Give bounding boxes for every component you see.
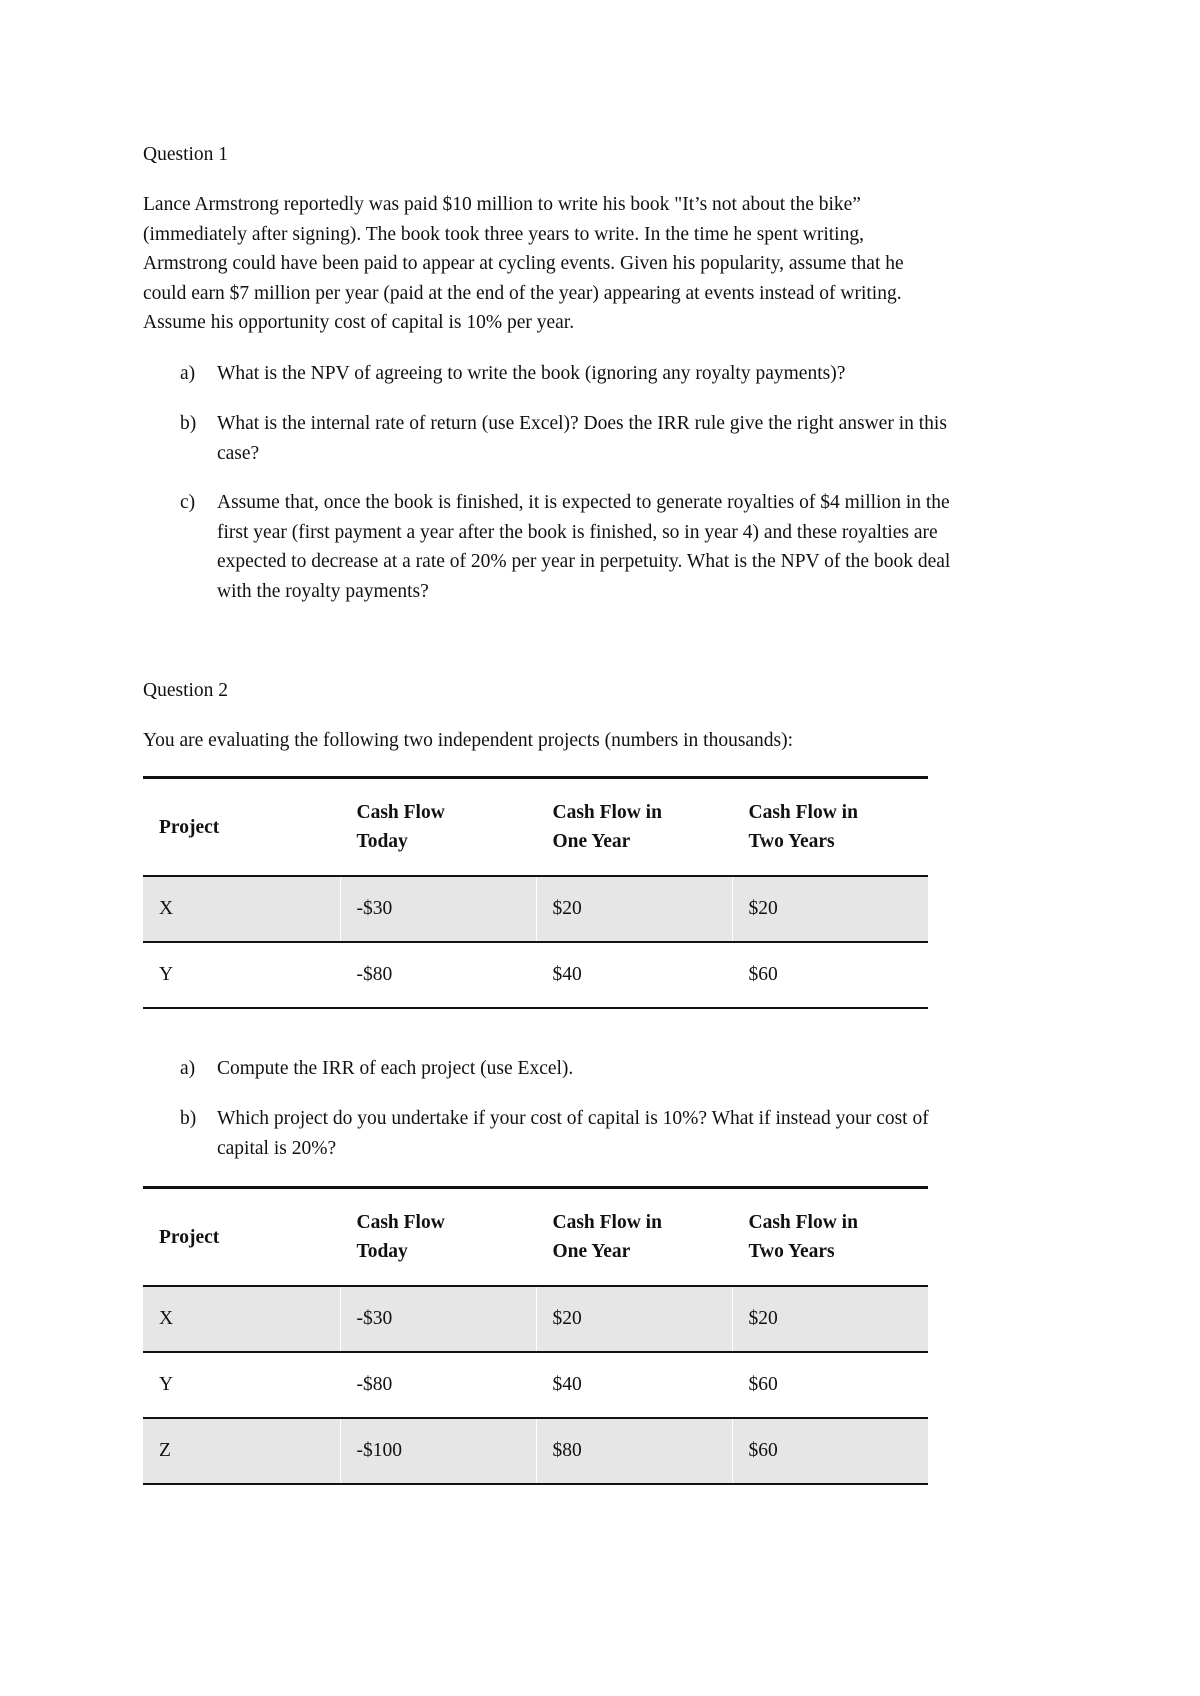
paragraph-line: Armstrong could have been paid to appear at cycling events. Given his popularity, assume that he [143, 253, 904, 274]
header-text: Project [159, 816, 220, 838]
header-text: Two Years [748, 1241, 835, 1262]
item-line: Which project do you undertake if your cost of capital is 10%? What if instead your cost of [217, 1108, 929, 1129]
table-cell: Y [143, 942, 340, 1008]
header-text: Cash Flow [356, 1212, 445, 1233]
header-text: Cash Flow in [748, 1212, 858, 1233]
table-cell: $20 [536, 876, 732, 942]
header-text: One Year [552, 831, 631, 852]
table-cell: $40 [536, 942, 732, 1008]
item-label: b) [180, 413, 197, 434]
question-2-heading: Question 2 [143, 680, 229, 701]
header-cash-flow-one-year [536, 778, 732, 877]
table-row [143, 876, 928, 942]
question-1-item-c [180, 488, 1060, 606]
table-cell: $20 [732, 1286, 928, 1352]
question-1-item-a [180, 359, 1060, 389]
table-header-row [143, 778, 928, 877]
header-cash-flow-today [340, 778, 536, 877]
header-text: Two Years [748, 831, 835, 852]
question-2-item-b [180, 1104, 1060, 1163]
header-cash-flow-today [340, 1188, 536, 1287]
item-label: a) [180, 363, 196, 384]
item-line: Compute the IRR of each project (use Excel). [217, 1058, 574, 1079]
item-label: c) [180, 492, 196, 513]
header-text: Cash Flow in [552, 1212, 662, 1233]
header-cash-flow-one-year [536, 1188, 732, 1287]
table-cell: -$30 [340, 876, 536, 942]
item-line: What is the internal rate of return (use Excel)? Does the IRR rule give the right answer in this [217, 413, 947, 434]
item-label: b) [180, 1108, 197, 1129]
table-cell: X [143, 1286, 340, 1352]
header-text: Cash Flow in [748, 802, 858, 823]
header-text: Today [356, 1241, 408, 1262]
item-label: a) [180, 1058, 196, 1079]
table-cell: Y [143, 1352, 340, 1418]
item-line: Assume that, once the book is finished, it is expected to generate royalties of $4 million in the [217, 492, 950, 513]
header-text: Cash Flow [356, 802, 445, 823]
table-header-row [143, 1188, 928, 1287]
item-line: expected to decrease at a rate of 20% per year in perpetuity. What is the NPV of the book deal [217, 551, 951, 572]
table-row [143, 1418, 928, 1484]
header-text: Cash Flow in [552, 802, 662, 823]
item-text [217, 1104, 1060, 1163]
item-line: with the royalty payments? [217, 580, 429, 602]
table-cell: -$30 [340, 1286, 536, 1352]
header-project [143, 1188, 340, 1287]
question-2-item-a [180, 1054, 1060, 1084]
projects-table-2 [143, 1186, 928, 1485]
paragraph-line: could earn $7 million per year (paid at the end of the year) appearing at events instead of writing. [143, 282, 902, 304]
question-1-paragraph [143, 190, 1063, 338]
table-cell: -$100 [340, 1418, 536, 1484]
item-line: What is the NPV of agreeing to write the book (ignoring any royalty payments)? [217, 363, 846, 384]
question-2-intro: You are evaluating the following two independent projects (numbers in thousands): [143, 730, 794, 751]
table-cell: $40 [536, 1352, 732, 1418]
projects-table-1 [143, 776, 928, 1009]
table-cell: -$80 [340, 1352, 536, 1418]
table-cell: $60 [732, 1352, 928, 1418]
table-cell: $20 [536, 1286, 732, 1352]
header-text: Today [356, 831, 408, 852]
question-1-heading: Question 1 [143, 144, 229, 165]
item-line: case? [217, 442, 260, 464]
table-cell: $60 [732, 1418, 928, 1484]
table-cell: $80 [536, 1418, 732, 1484]
table-row [143, 1286, 928, 1352]
header-cash-flow-two-years [732, 1188, 928, 1287]
header-project [143, 778, 340, 877]
header-cash-flow-two-years [732, 778, 928, 877]
table-row [143, 1352, 928, 1418]
table-cell: Z [143, 1418, 340, 1484]
item-text [217, 488, 1060, 606]
table-row [143, 942, 928, 1008]
question-1-item-b [180, 409, 1060, 468]
table-cell: $60 [732, 942, 928, 1008]
paragraph-line: (immediately after signing). The book took three years to write. In the time he spent writing, [143, 223, 864, 245]
table-cell: $20 [732, 876, 928, 942]
item-line: capital is 20%? [217, 1137, 337, 1159]
item-line: first year (first payment a year after the book is finished, so in year 4) and these royalties are [217, 521, 938, 543]
item-text [217, 359, 1060, 389]
table-cell: X [143, 876, 340, 942]
table-cell: -$80 [340, 942, 536, 1008]
paragraph-line: Lance Armstrong reportedly was paid $10 million to write his book "It’s not about the bike” [143, 194, 861, 215]
item-text [217, 1054, 1060, 1084]
header-text: One Year [552, 1241, 631, 1262]
item-text [217, 409, 1060, 468]
paragraph-line: Assume his opportunity cost of capital is 10% per year. [143, 312, 575, 333]
header-text: Project [159, 1226, 220, 1248]
